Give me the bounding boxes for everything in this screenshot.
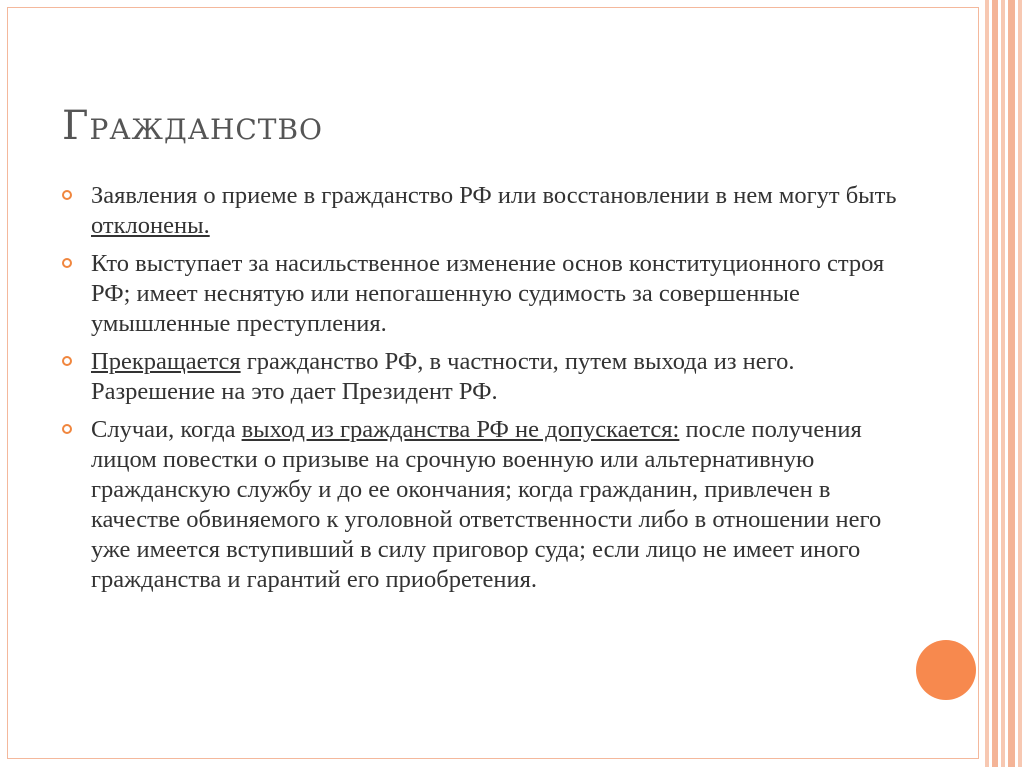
bullet-item — [62, 347, 902, 407]
decor-stripe — [1008, 0, 1015, 767]
bullet-text: Случаи, когда — [91, 416, 242, 443]
accent-circle — [916, 640, 976, 700]
bullet-ring-icon — [62, 190, 72, 200]
bullet-text: Кто выступает за насильственное изменение основ конституционного строя РФ; имеет неснятую или непогашенную судимость за совершенные умышленные преступления. — [91, 250, 885, 337]
bullet-item — [62, 415, 902, 595]
bullet-underlined-text: выход из гражданства РФ не допускается: — [241, 416, 680, 443]
bullet-list — [62, 181, 902, 603]
bullet-ring-icon — [62, 424, 72, 434]
bullet-text: Заявления о приеме в гражданство РФ или восстановлении в нем могут быть — [91, 182, 897, 209]
slide-title: Гражданство — [62, 103, 324, 149]
bullet-text: после получения лицом повестки о призыве на срочную военную или альтернативную гражданскую службу и до ее окончания; когда гражданин, привлечен в качестве обвиняемого к уголовной ответственности либо в отношении него уже имеется вступивший в силу приговор суда; если лицо не имеет иного гражданства и гарантий его приобретения. — [91, 416, 882, 593]
bullet-text: гражданство РФ, в частности, путем выхода из него. Разрешение на это дает Президент РФ. — [91, 348, 795, 405]
bullet-item — [62, 249, 902, 339]
decor-stripe — [1018, 0, 1022, 767]
bullet-item — [62, 181, 902, 241]
bullet-ring-icon — [62, 258, 72, 268]
bullet-ring-icon — [62, 356, 72, 366]
decor-stripe — [992, 0, 998, 767]
bullet-underlined-text: отклонены. — [91, 212, 210, 239]
decor-stripe — [1001, 0, 1005, 767]
decor-stripe — [985, 0, 989, 767]
bullet-underlined-text: Прекращается — [91, 348, 241, 375]
